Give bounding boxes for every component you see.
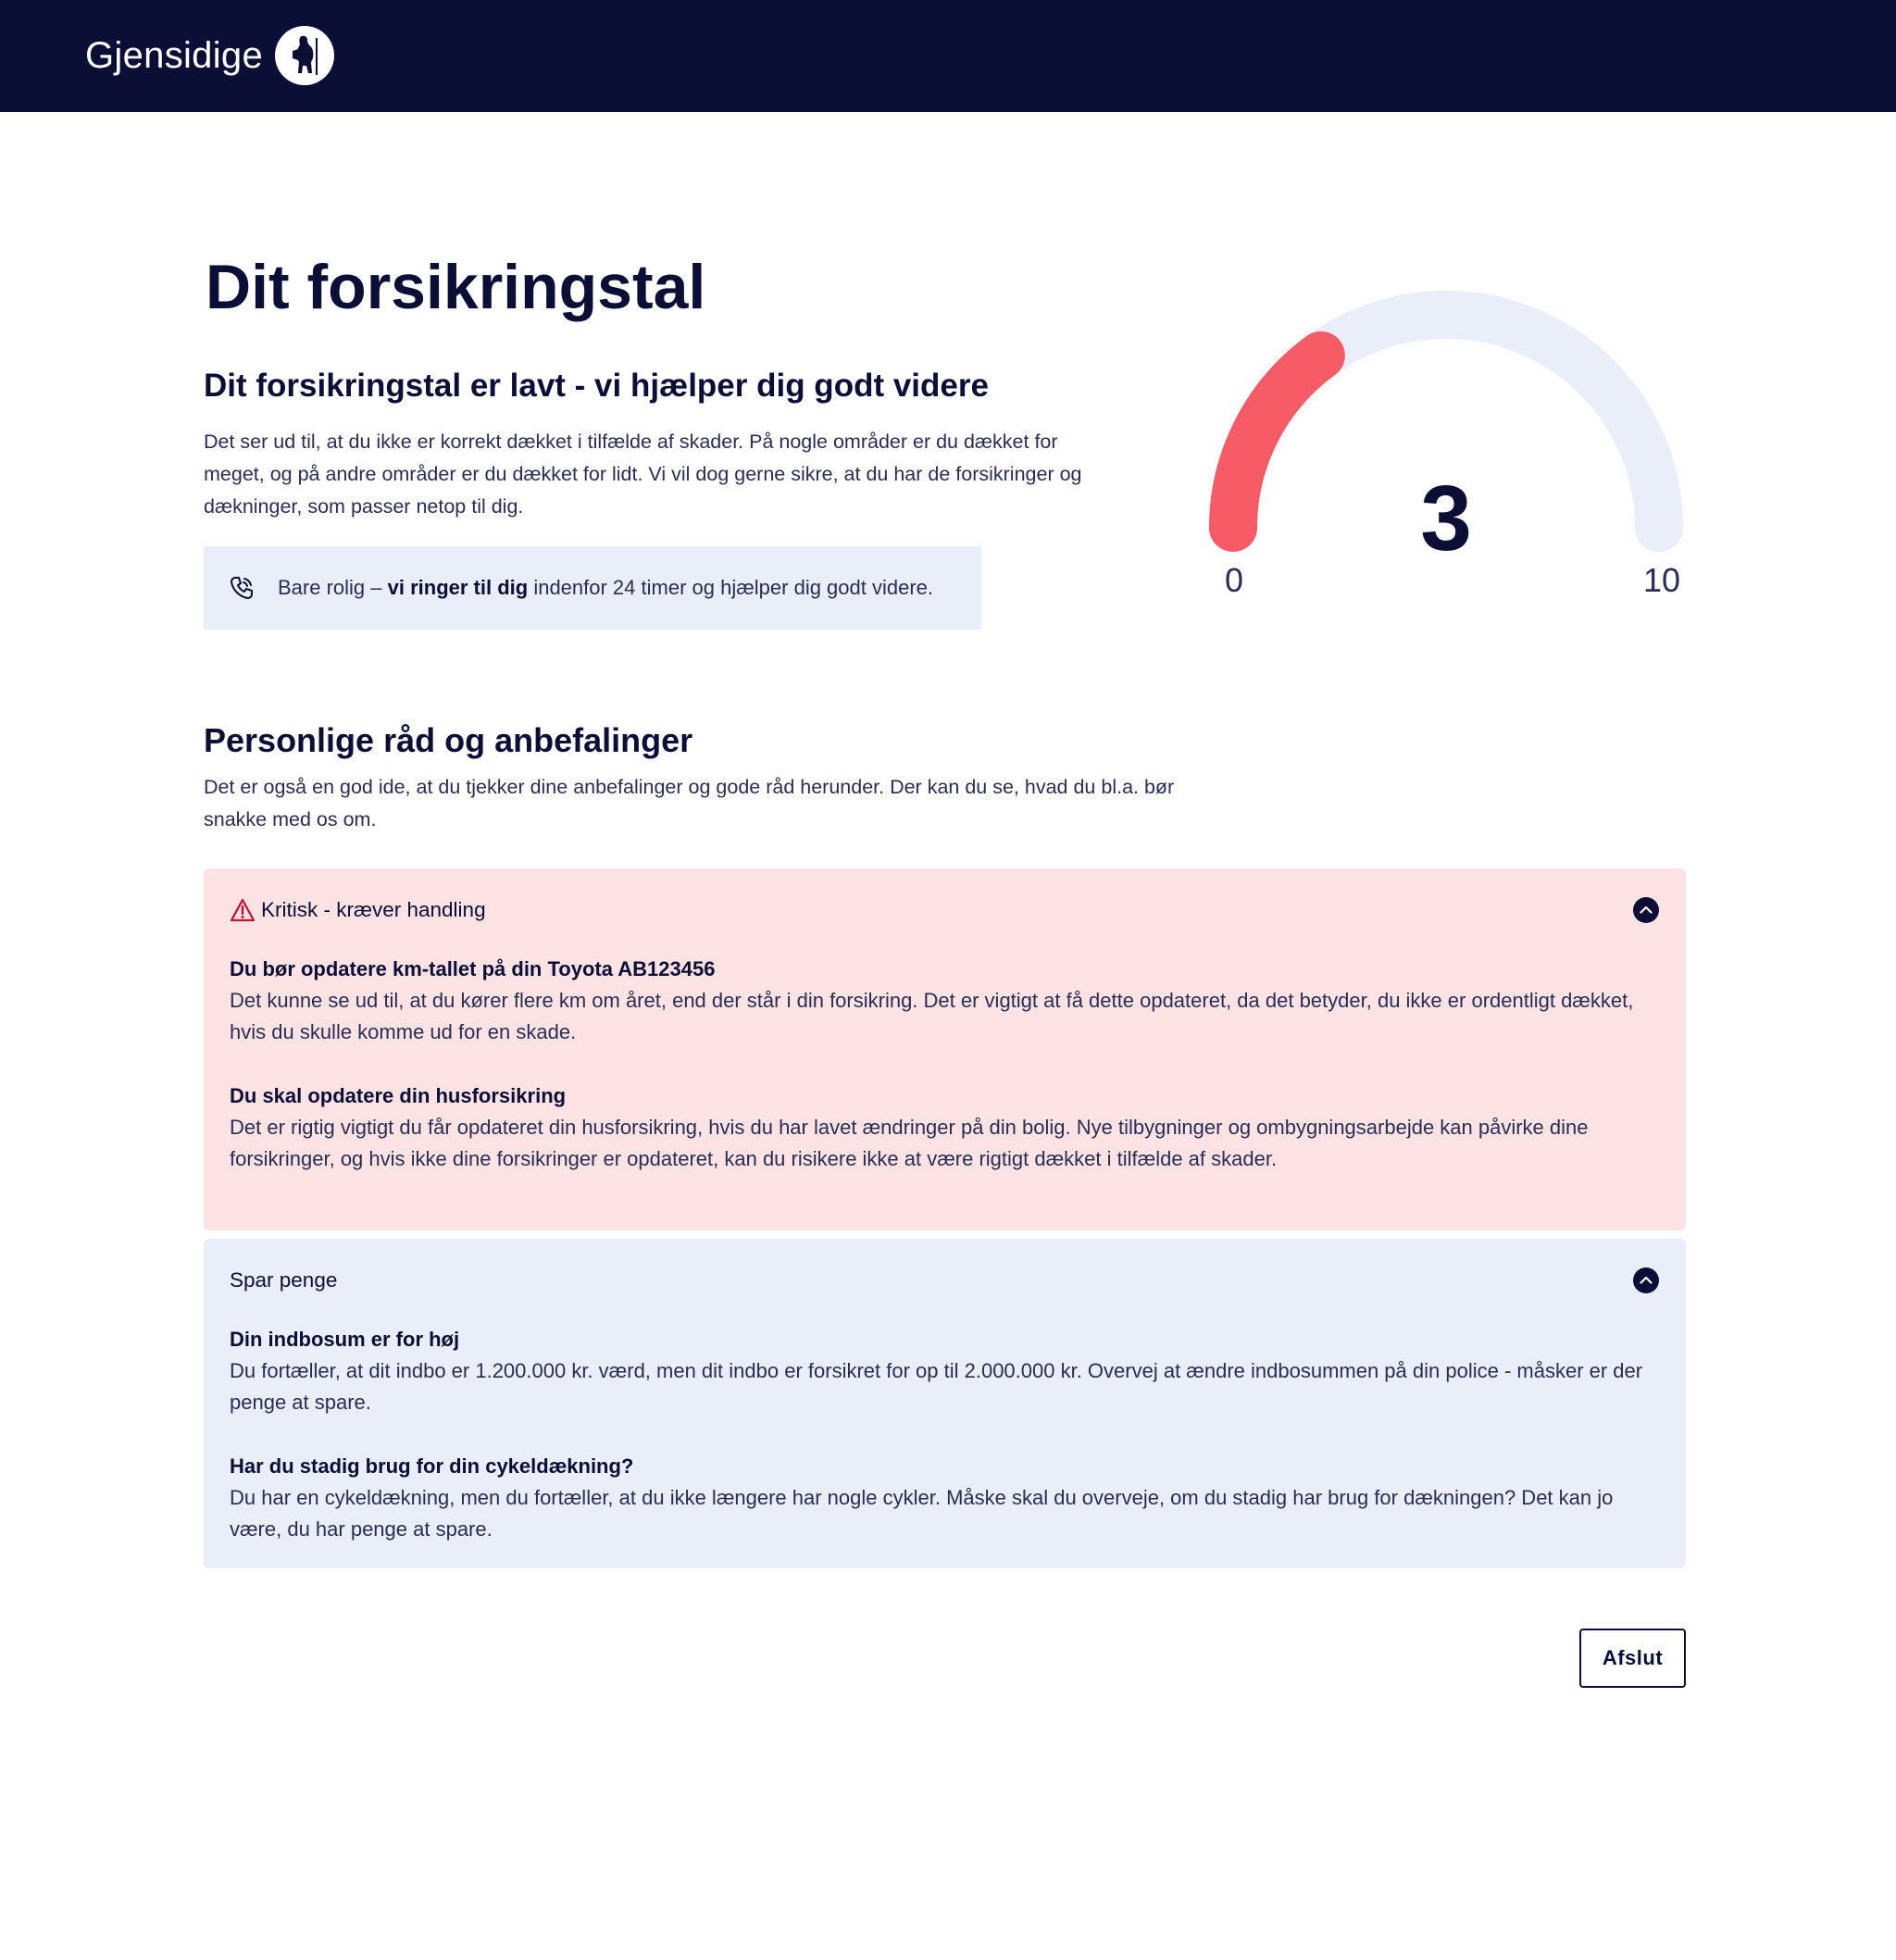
recommendation-text: Det er rigtig vigtigt du får opdateret din husforsikring, hvis du har lavet ændringer på din bolig. Nye tilbygninger og ombygningsarbejde kan påvirke dine forsikringer, og hvis ikke dine forsikringer er opdateret, kan du risikere ikke at være rigtigt dækket i tilfælde af skader. [230, 1116, 1589, 1170]
critical-recommendations-panel [204, 868, 1686, 1230]
callout-text-after: indenfor 24 timer og hjælper dig godt videre. [528, 576, 934, 599]
chevron-up-icon[interactable] [1632, 1267, 1660, 1294]
chevron-up-icon[interactable] [1632, 896, 1660, 924]
gauge-fill [1233, 356, 1321, 528]
callback-notice-text [278, 576, 933, 600]
recommendation-text: Du har en cykeldækning, men du fortæller, at du ikke længere har nogle cykler. Måske skal du overveje, om du stadig har brug for dækningen? Det kan jo være, du har penge at spare. [230, 1486, 1614, 1541]
recommendation-title: Din indbosum er for høj [230, 1328, 460, 1351]
brand-name: Gjensidige [85, 34, 264, 76]
recommendation-text: Det kunne se ud til, at du kører flere km om året, end der står i din forsikring. Det er vigtigt at få dette opdateret, da det betyder, du ikke er ordentligt dækket, hvis du skulle komme ud for en skade. [230, 989, 1634, 1043]
save-panel-header[interactable] [230, 1267, 337, 1294]
save-money-panel [204, 1239, 1686, 1568]
recommendation-item [230, 1451, 1665, 1545]
recommendation-title: Har du stadig brug for din cykeldækning? [230, 1454, 634, 1478]
score-subtitle: Dit forsikringstal er lavt - vi hjælper dig godt videre [204, 368, 989, 404]
intro-text: Det ser ud til, at du ikke er korrekt dækket i tilfælde af skader. På nogle områder er du dækket for meget, og på andre områder er du dækket for lidt. Vi vil dog gerne sikre, at du har de forsikringer og dækninger, som passer netop til dig. [204, 431, 1082, 518]
recommendation-title: Du skal opdatere din husforsikring [230, 1084, 567, 1107]
recommendation-item [230, 1324, 1665, 1418]
callout-text-bold: vi ringer til dig [387, 576, 529, 599]
callback-notice [204, 546, 981, 630]
callout-text-before: Bare rolig – [278, 576, 388, 599]
gauge-min-label: 0 [1224, 561, 1244, 599]
gauge-score: 3 [1420, 467, 1472, 570]
recommendations-title: Personlige råd og anbefalinger [204, 721, 693, 759]
warning-triangle-icon [230, 898, 256, 922]
phone-icon [228, 574, 256, 602]
page-title: Dit forsikringstal [206, 252, 706, 322]
recommendations-description: Det er også en god ide, at du tjekker dine anbefalinger og gode råd herunder. Der kan du se, hvad du bl.a. bør snakke med os om. [204, 776, 1175, 830]
knight-shield-icon [274, 25, 335, 86]
brand-home-link[interactable] [85, 25, 335, 86]
recommendation-title: Du bør opdatere km-tallet på din Toyota AB123456 [230, 957, 716, 980]
save-panel-label: Spar penge [230, 1268, 338, 1292]
finish-button[interactable]: Afslut [1579, 1629, 1686, 1688]
top-navigation-bar [0, 0, 1896, 112]
critical-panel-label: Kritisk - kræver handling [261, 898, 486, 921]
recommendation-item [230, 1080, 1665, 1175]
gauge-max-label: 10 [1642, 561, 1681, 599]
recommendation-item [230, 954, 1665, 1048]
recommendation-text: Du fortæller, at dit indbo er 1.200.000 kr. værd, men dit indbo er forsikret for op til 2.000.000 kr. Overvej at ændre indbosummen på din police - måsker er der penge at spare. [230, 1359, 1643, 1414]
critical-panel-header[interactable] [230, 896, 486, 924]
